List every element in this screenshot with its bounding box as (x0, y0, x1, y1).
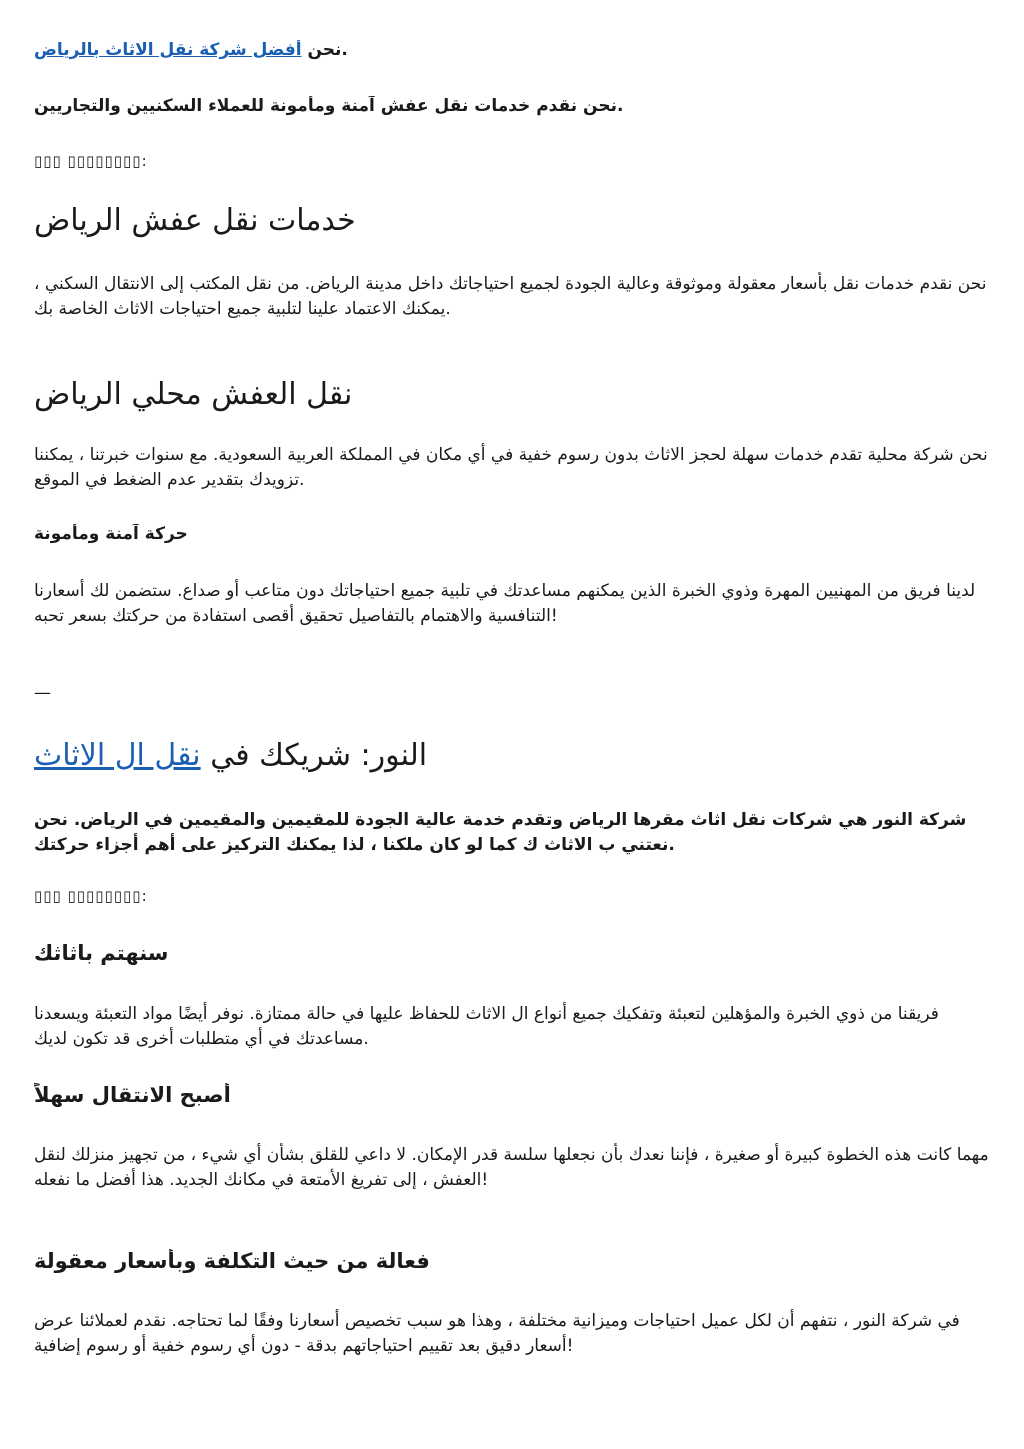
section-title-riyadh-moving: خدمات نقل عفش الرياض (34, 203, 356, 238)
section-body-alnoor: شركة النور هي شركات نقل اثاث مقرها الرياض وتقدم خدمة عالية الجودة للمقيمين والمقيمين في الرياض. نحن نعتني ب الاثاث ك كما لو كان ملكنا ، لذا يمكنك التركيز على أهم أجزاء حركتك. (34, 810, 967, 855)
best-company-link[interactable]: أفضل شركة نقل الاثاث بالرياض (34, 40, 302, 60)
section-body-care-furniture: فريقنا من ذوي الخبرة والمؤهلين لتعبئة وتفكيك جميع أنواع ال الاثاث للحفاظ عليها في حالة ممتازة. نوفر أيضًا مواد التعبئة ويسعدنا مساعدتك في أي متطلبات أخرى قد تكون لديك. (34, 1004, 939, 1049)
section-title-easy-move: أصبح الانتقال سهلاً (34, 1083, 231, 1107)
section-title-local-moving: نقل العفش محلي الرياض (34, 377, 353, 412)
section-title-safe-move: حركة آمنة ومأمونة (34, 524, 188, 544)
intro-suffix: . (341, 40, 348, 60)
alnoor-title-text: النور: شريكك في (210, 738, 428, 773)
section-body-easy-move: مهما كانت هذه الخطوة كبيرة أو صغيرة ، فإننا نعدك بأن نجعلها سلسة قدر الإمكان. لا داعي للقلق بشأن أي شيء ، من تجهيز منزلك لنقل العفش ، إلى تفريغ الأمتعة في مكانك الجديد. هذا أفضل ما نفعله! (34, 1145, 989, 1190)
section-body-safe-move: لدينا فريق من المهنيين المهرة وذوي الخبرة الذين يمكنهم مساعدتك في تلبية جميع احتياجاتك دون متاعب أو صداع. ستضمن لك أسعارنا التنافسية والاهتمام بالتفاصيل تحقيق أقصى استفادة من حركتك بسعر تحبه! (34, 581, 976, 626)
garbled-label: ▯▯▯ ▯▯▯▯▯▯▯▯: (34, 152, 148, 170)
furniture-moving-link[interactable]: نقل ال الاثاث (34, 738, 201, 773)
section-body-riyadh-moving: نحن نقدم خدمات نقل بأسعار معقولة وموثوقة وعالية الجودة لجميع احتياجاتك داخل مدينة الرياض. من نقل المكتب إلى الانتقال السكني ، يمكنك الاعتماد علينا لتلبية جميع احتياجات الاثاث الخاصة بك. (34, 274, 987, 319)
section-title-alnoor (34, 738, 990, 773)
section-title-affordable: فعالة من حيث التكلفة وبأسعار معقولة (34, 1249, 430, 1273)
intro-prefix: نحن (307, 40, 342, 60)
section-body-affordable: في شركة النور ، نتفهم أن لكل عميل احتياجات وميزانية مختلفة ، وهذا هو سبب تخصيص أسعارنا وفقًا لما تحتاجه. نقدم لعملائنا عرض أسعار دقيق بعد تقييم احتياجاتهم بدقة - دون أي رسوم خفية أو رسوم إضافية! (34, 1311, 960, 1356)
intro-line (34, 40, 990, 60)
section-body-local-moving: نحن شركة محلية تقدم خدمات سهلة لحجز الاثاث بدون رسوم خفية في أي مكان في المملكة العربية السعودية. مع سنوات خبرتنا ، يمكننا تزويدك بتقدير عدم الضغط في الموقع. (34, 445, 988, 490)
section-title-care-furniture: سنهتم باثاثك (34, 941, 169, 965)
garbled-label-2: ▯▯▯ ▯▯▯▯▯▯▯▯: (34, 887, 148, 905)
divider: — (34, 683, 51, 703)
intro-services-line: نحن نقدم خدمات نقل عفش آمنة ومأمونة للعملاء السكنيين والتجاريين. (34, 96, 624, 116)
